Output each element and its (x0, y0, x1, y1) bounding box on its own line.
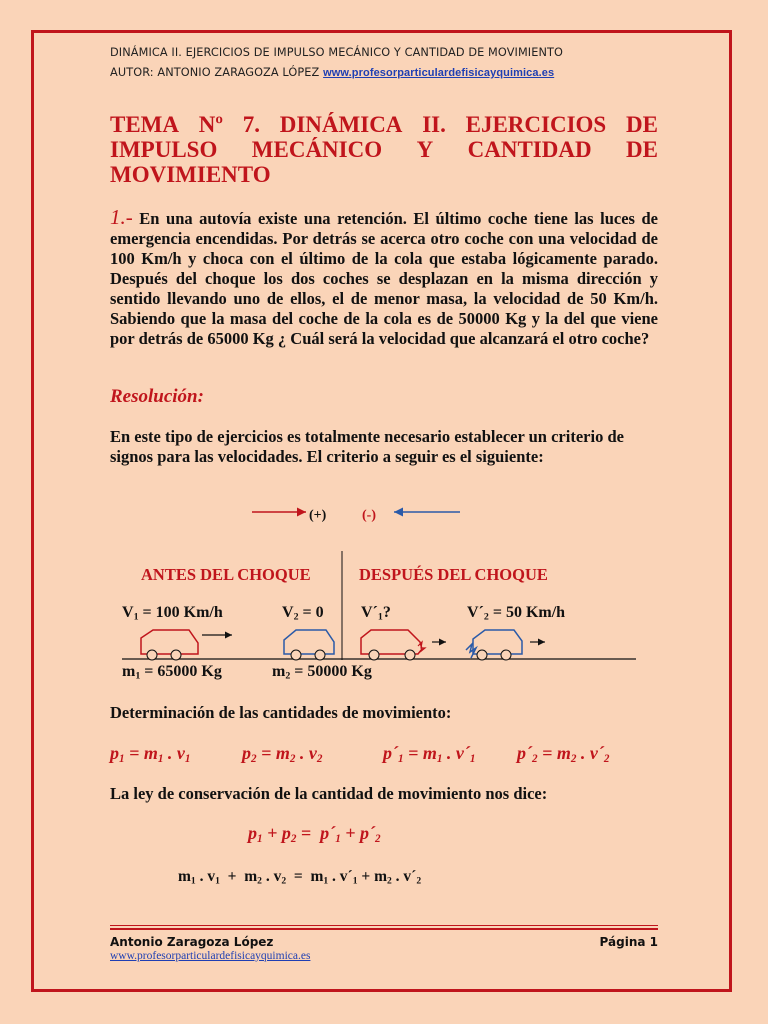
v2p-base: V´ (467, 604, 484, 621)
v2-rest: = 0 (298, 604, 324, 621)
eq-p2-s1: 2 (251, 752, 257, 765)
eq-p1-end: . v (163, 743, 185, 763)
car-1-before (141, 630, 198, 660)
equation-p1 (110, 743, 191, 765)
v2p-sub: 2 (483, 611, 489, 623)
eq-p2p-s2: 2 (570, 752, 577, 765)
eq-p1p-mid: = m (403, 743, 437, 763)
m2-rest: = 50000 Kg (290, 663, 372, 680)
title-word: DE (625, 112, 658, 137)
equation-p2-prime (517, 743, 609, 765)
v1-label (122, 604, 223, 622)
v1p-base: V´ (361, 604, 378, 621)
title-row-3: MOVIMIENTO (110, 162, 271, 187)
m1-base: m (122, 663, 136, 680)
m1-label (122, 663, 222, 681)
footer-page-number: Página 1 (599, 935, 658, 949)
negative-sign-label: (-) (362, 508, 376, 523)
eq-p1p-s1: 1 (398, 752, 404, 765)
eq-p2-mid: = m (256, 743, 290, 763)
footer-website-link[interactable]: www.profesorparticulardefisicayquimica.es (110, 950, 311, 962)
v1-base: V (122, 604, 134, 621)
eq-p1p-s3: 1 (469, 752, 476, 765)
header-website-link[interactable]: www.profesorparticulardefisicayquimica.es (323, 67, 555, 79)
car-2-after (466, 630, 522, 660)
eq-p1-s1: 1 (119, 752, 125, 765)
v1-sub: 1 (133, 611, 139, 623)
before-collision-label: ANTES DEL CHOQUE (141, 565, 311, 584)
title-word: EJERCICIOS (465, 112, 607, 137)
header-title: DINÁMICA II. EJERCICIOS DE IMPULSO MECÁNICO Y CANTIDAD DE MOVIMIENTO (110, 46, 564, 59)
page-footer (110, 935, 658, 962)
equation-p2 (242, 743, 323, 765)
after-collision-label: DESPUÉS DEL CHOQUE (359, 565, 548, 584)
eq-p1p-lhs: p´ (383, 743, 398, 763)
title-word: CANTIDAD (467, 137, 592, 162)
eq-p1-lhs: p (110, 743, 119, 763)
v1p-sub: 1 (377, 611, 383, 623)
problem-text: En una autovía existe una retención. El último coche tiene las luces de emergencia encendidas. Por detrás se acerca otro coche con una velocidad de 100 Km/h y choca con el último de la cola que estaba lógicamente parado. Después del choque los dos coches se desplazan en la misma dirección y sentido llevando uno de ellos, el de menor masa, la velocidad de 50 Km/h. Sabiendo que la masa del coche de la cola es de 50000 Kg y la del que viene por detrás de 65000 Kg ¿ Cuál será la velocidad que alcanzará el otro coche? (110, 209, 658, 348)
car-1-after (361, 630, 425, 660)
footer-rule-thick (110, 928, 658, 930)
car-2-before (284, 630, 334, 660)
equation-p1-prime (383, 743, 475, 765)
footer-author: Antonio Zaragoza López (110, 935, 274, 949)
eq-p2p-lhs: p´ (517, 743, 532, 763)
m1-rest: = 65000 Kg (140, 663, 222, 680)
v2p-rest: = 50 Km/h (488, 604, 566, 621)
v2-sub: 2 (293, 611, 299, 623)
title-word: 7. (242, 112, 260, 137)
title-word: DE (626, 137, 658, 162)
m1-sub: 1 (135, 670, 141, 682)
v2-prime-label (467, 604, 565, 622)
eq-p2-s3: 2 (316, 752, 323, 765)
title-word: DINÁMICA (279, 112, 403, 137)
title-word: IMPULSO (110, 137, 218, 162)
eq-p1-s3: 1 (184, 752, 191, 765)
m2-sub: 2 (285, 670, 291, 682)
v1-prime-label (361, 604, 391, 622)
footer-rule-thin (110, 925, 658, 926)
problem-number: 1.- (110, 205, 133, 229)
eq-p2-s2: 2 (289, 752, 296, 765)
eq-p2p-s1: 2 (532, 752, 538, 765)
v2-label (282, 604, 324, 622)
title-word: TEMA (110, 112, 179, 137)
m2-base: m (272, 663, 286, 680)
eq-p2p-end: . v´ (576, 743, 604, 763)
eq-p2-lhs: p (242, 743, 251, 763)
title-word: MECÁNICO (251, 137, 383, 162)
title-word: Y (416, 137, 434, 162)
eq-p1p-end: . v´ (442, 743, 470, 763)
v2-base: V (282, 604, 294, 621)
v1p-rest: ? (382, 604, 391, 621)
eq-p2-end: . v (295, 743, 317, 763)
eq-p1-s2: 1 (157, 752, 164, 765)
eq-p1p-s2: 1 (436, 752, 443, 765)
eq-p2p-mid: = m (537, 743, 571, 763)
m2-label (272, 663, 372, 681)
resolution-heading: Resolución: (110, 386, 204, 407)
positive-sign-label: (+) (309, 508, 327, 523)
v1-rest: = 100 Km/h (138, 604, 223, 621)
eq-p1-mid: = m (124, 743, 158, 763)
title-word: II. (422, 112, 446, 137)
expanded-equation: $m_1$ . $v_1 + m_2$ . $v_2 = m_1$ . $v´_1 + m_2$ . $v´_2$ (178, 868, 422, 887)
momentum-heading: Determinación de las cantidades de movimiento: (110, 703, 452, 722)
eq-p2p-s3: 2 (603, 752, 610, 765)
conservation-heading: La ley de conservación de la cantidad de movimiento nos dice: (110, 784, 548, 803)
header-author-text: AUTOR: ANTONIO ZARAGOZA LÓPEZ (110, 66, 324, 79)
conservation-equation: $p_1 + p_2$ = $p´_1$ + $p´_2$ (248, 823, 381, 845)
intro-paragraph: En este tipo de ejercicios es totalmente necesario establecer un criterio de signos para las velocidades. El criterio a seguir es el siguiente: (110, 427, 624, 466)
title-word: Nº (198, 112, 223, 137)
